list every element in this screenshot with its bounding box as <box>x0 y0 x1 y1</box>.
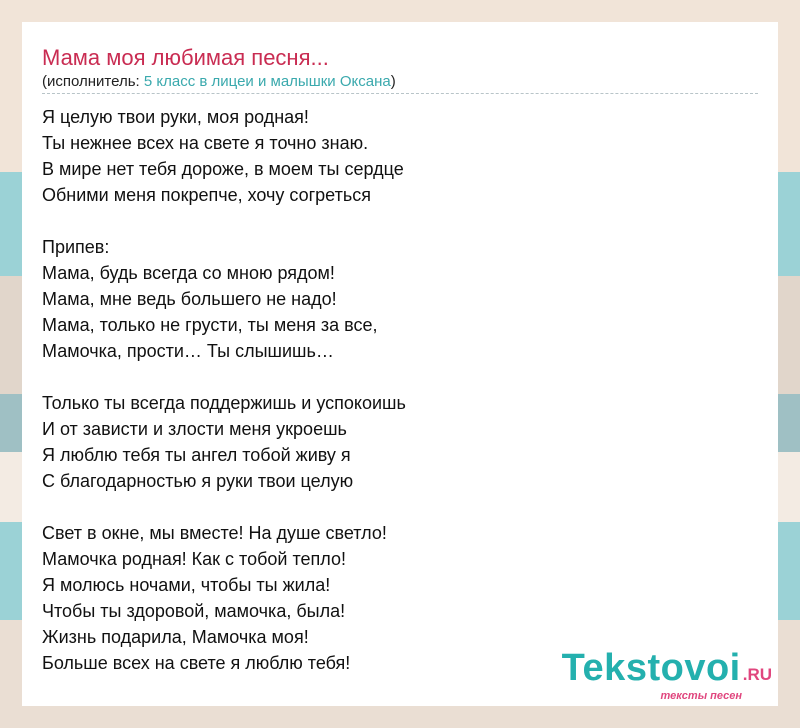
lyric-line: Жизнь подарила, Мамочка моя! <box>42 627 309 647</box>
logo-tld: .RU <box>742 665 772 684</box>
performer-suffix: ) <box>390 73 396 90</box>
title-divider <box>42 93 758 94</box>
lyric-line: Я целую твои руки, моя родная! <box>42 107 309 127</box>
lyric-line: Мамочка родная! Как с тобой тепло! <box>42 549 347 569</box>
lyric-line: Я молюсь ночами, чтобы ты жила! <box>42 575 331 595</box>
performer-line <box>42 73 396 90</box>
lyric-line: Мама, будь всегда со мною рядом! <box>42 263 335 283</box>
lyric-line: В мире нет тебя дороже, в моем ты сердце <box>42 159 404 179</box>
lyric-line: Припев: <box>42 237 110 257</box>
performer-link[interactable]: 5 класс в лицеи и малышки Оксана <box>143 73 391 90</box>
lyric-line: С благодарностью я руки твои целую <box>42 471 354 491</box>
song-title: Мама моя любимая песня... <box>42 45 329 70</box>
stanza-gap <box>42 208 758 234</box>
lyric-line: Я люблю тебя ты ангел тобой живу я <box>42 445 351 465</box>
logo-tagline: тексты песен <box>660 690 742 702</box>
lyric-line: Ты нежнее всех на свете я точно знаю. <box>42 133 369 153</box>
lyric-line: Чтобы ты здоровой, мамочка, была! <box>42 601 346 621</box>
lyrics-text <box>42 104 758 676</box>
lyric-line: Больше всех на свете я люблю тебя! <box>42 653 351 673</box>
lyric-line: Мама, мне ведь большего не надо! <box>42 289 337 309</box>
lyric-line: Обними меня покрепче, хочу согреться <box>42 185 371 205</box>
lyric-line: Только ты всегда поддержишь и успокоишь <box>42 393 406 413</box>
lyric-line: И от зависти и злости меня укроешь <box>42 419 347 439</box>
stanza-gap <box>42 494 758 520</box>
performer-prefix: (исполнитель: <box>42 73 144 90</box>
lyric-line: Мама, только не грусти, ты меня за все, <box>42 315 378 335</box>
logo-name: Tekstovoi <box>561 647 741 689</box>
lyric-line: Свет в окне, мы вместе! На душе светло! <box>42 523 387 543</box>
stanza-gap <box>42 364 758 390</box>
lyrics-card <box>22 22 778 706</box>
logo-wordmark <box>562 648 772 696</box>
site-logo[interactable] <box>562 648 772 702</box>
lyric-line: Мамочка, прости… Ты слышишь… <box>42 341 334 361</box>
